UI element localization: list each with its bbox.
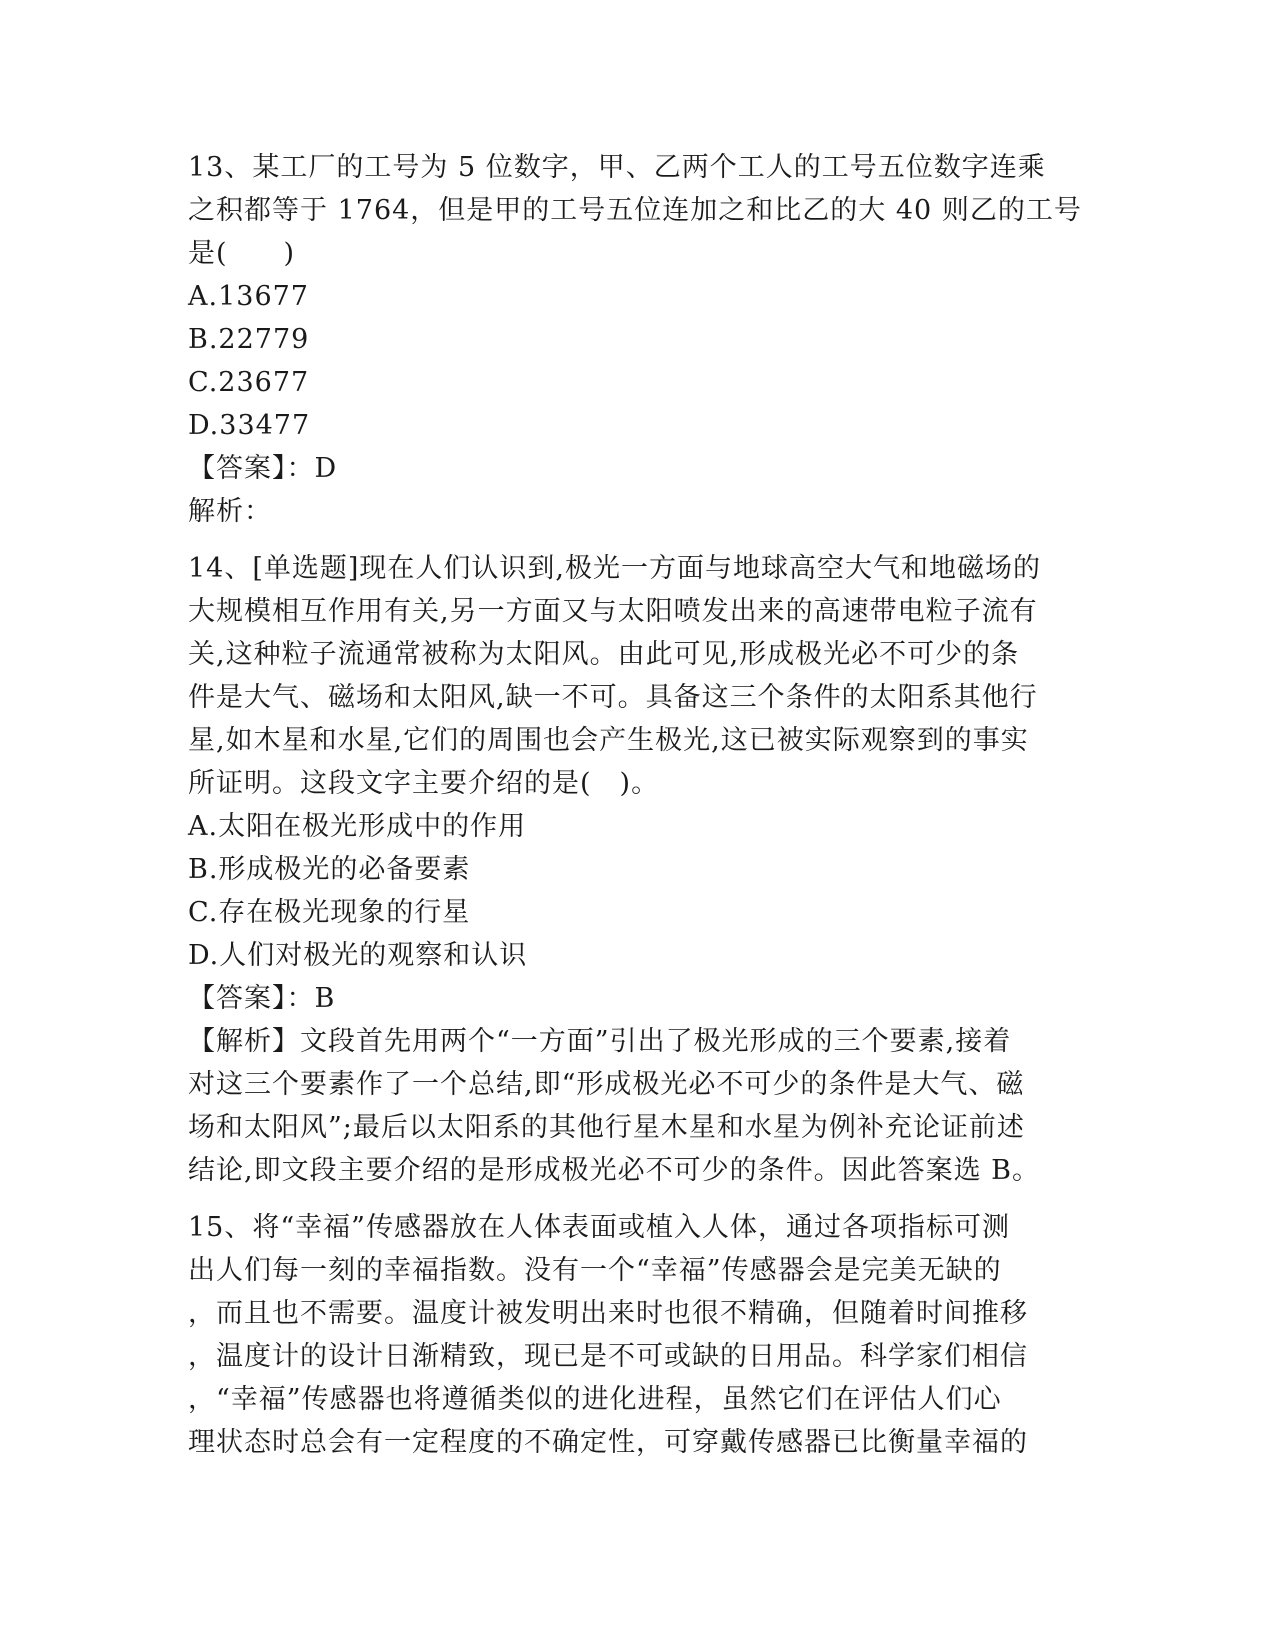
question-text-line: 所证明。这段文字主要介绍的是( )。: [188, 768, 660, 799]
analysis-line: 结论,即文段主要介绍的是形成极光必不可少的条件。因此答案选 B。: [188, 1155, 1041, 1186]
analysis-line: 【解析】文段首先用两个“一方面”引出了极光形成的三个要素,接着: [188, 1026, 1012, 1057]
analysis-line: 场和太阳风”;最后以太阳系的其他行星木星和水星为例补充论证前述: [188, 1112, 1025, 1143]
question-text-line: 是( ): [188, 238, 296, 269]
question-14: [188, 547, 1088, 1192]
option-a: A.太阳在极光形成中的作用: [188, 811, 527, 842]
question-15: [188, 1206, 1088, 1464]
question-text-line: ，而且也不需要。温度计被发明出来时也很不精确，但随着时间推移: [188, 1298, 1028, 1329]
question-text-line: 件是大气、磁场和太阳风,缺一不可。具备这三个条件的太阳系其他行: [188, 682, 1038, 713]
analysis-line: 对这三个要素作了一个总结,即“形成极光必不可少的条件是大气、磁: [188, 1069, 1025, 1100]
question-13: [188, 146, 1088, 533]
option-a: A.13677: [188, 281, 309, 312]
answer-line: 【答案】：B: [188, 983, 336, 1014]
question-text-line: ，温度计的设计日渐精致，现已是不可或缺的日用品。科学家们相信: [188, 1341, 1028, 1372]
question-text-line: ，“幸福”传感器也将遵循类似的进化进程，虽然它们在评估人们心: [188, 1384, 1002, 1415]
question-text-line: 大规模相互作用有关,另一方面又与太阳喷发出来的高速带电粒子流有: [188, 596, 1038, 627]
answer-line: 【答案】：D: [188, 453, 338, 484]
page-content: [188, 146, 1088, 1464]
analysis-line: 解析：: [188, 496, 272, 527]
question-text-line: 关,这种粒子流通常被称为太阳风。由此可见,形成极光必不可少的条: [188, 639, 1020, 670]
question-text-line: 14、[单选题]现在人们认识到,极光一方面与地球高空大气和地磁场的: [188, 553, 1042, 584]
question-text-line: 出人们每一刻的幸福指数。没有一个“幸福”传感器会是完美无缺的: [188, 1255, 1002, 1286]
question-text-line: 理状态时总会有一定程度的不确定性，可穿戴传感器已比衡量幸福的: [188, 1427, 1028, 1458]
question-text-line: 13、某工厂的工号为 5 位数字，甲、乙两个工人的工号五位数字连乘: [188, 152, 1046, 183]
option-c: C.存在极光现象的行星: [188, 897, 471, 928]
option-b: B.形成极光的必备要素: [188, 854, 471, 885]
question-text-line: 之积都等于 1764，但是甲的工号五位连加之和比乙的大 40 则乙的工号: [188, 195, 1082, 226]
option-d: D.人们对极光的观察和认识: [188, 940, 528, 971]
question-text-line: 星,如木星和水星,它们的周围也会产生极光,这已被实际观察到的事实: [188, 725, 1029, 756]
option-d: D.33477: [188, 410, 311, 441]
section-gap: [188, 1192, 1088, 1206]
question-text-line: 15、将“幸福”传感器放在人体表面或植入人体，通过各项指标可测: [188, 1212, 1010, 1243]
option-c: C.23677: [188, 367, 310, 398]
option-b: B.22779: [188, 324, 310, 355]
section-gap: [188, 533, 1088, 547]
